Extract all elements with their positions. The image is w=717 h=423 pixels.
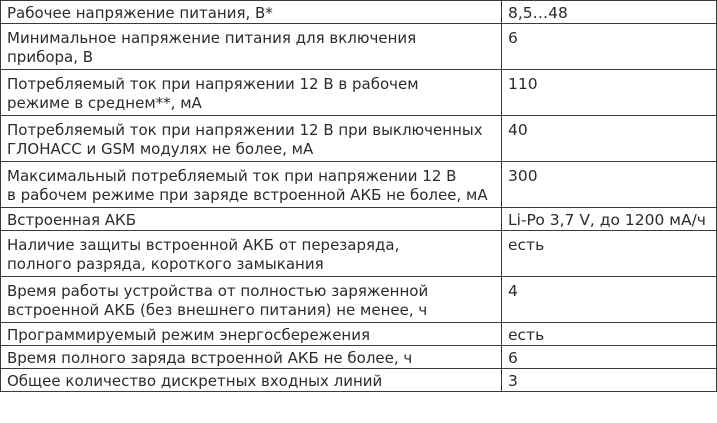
parameter-cell: Потребляемый ток при напряжении 12 В при выключенных ГЛОНАСС и GSM модулях не более, мА [1, 116, 502, 162]
parameter-cell: Минимальное напряжение питания для включения прибора, В [1, 24, 502, 70]
parameter-cell: Программируемый режим энергосбережения [1, 323, 502, 346]
value-cell: Li-Po 3,7 V, до 1200 мА/ч [502, 208, 717, 231]
value-cell: есть [502, 231, 717, 277]
value-cell: 6 [502, 346, 717, 369]
value-cell: 3 [502, 369, 717, 392]
table-row [1, 162, 717, 208]
parameter-cell: Время работы устройства от полностью заряженной встроенной АКБ (без внешнего питания) не менее, ч [1, 277, 502, 323]
table-row [1, 24, 717, 70]
parameter-cell: Общее количество дискретных входных линий [1, 369, 502, 392]
parameter-cell: Рабочее напряжение питания, В* [1, 1, 502, 24]
value-cell: 4 [502, 277, 717, 323]
table-row [1, 116, 717, 162]
value-cell: 8,5…48 [502, 1, 717, 24]
parameter-cell: Максимальный потребляемый ток при напряжении 12 В в рабочем режиме при заряде встроенной АКБ не более, мА [1, 162, 502, 208]
value-cell: 300 [502, 162, 717, 208]
table-row [1, 369, 717, 392]
parameter-cell: Потребляемый ток при напряжении 12 В в рабочем режиме в среднем**, мА [1, 70, 502, 116]
table-row [1, 323, 717, 346]
parameter-cell: Наличие защиты встроенной АКБ от перезаряда, полного разряда, короткого замыкания [1, 231, 502, 277]
value-cell: есть [502, 323, 717, 346]
value-cell: 6 [502, 24, 717, 70]
parameter-cell: Встроенная АКБ [1, 208, 502, 231]
table-row [1, 70, 717, 116]
table-row [1, 231, 717, 277]
table-row [1, 208, 717, 231]
table-row [1, 346, 717, 369]
table-row [1, 1, 717, 24]
table-row [1, 277, 717, 323]
value-cell: 110 [502, 70, 717, 116]
parameter-cell: Время полного заряда встроенной АКБ не более, ч [1, 346, 502, 369]
value-cell: 40 [502, 116, 717, 162]
